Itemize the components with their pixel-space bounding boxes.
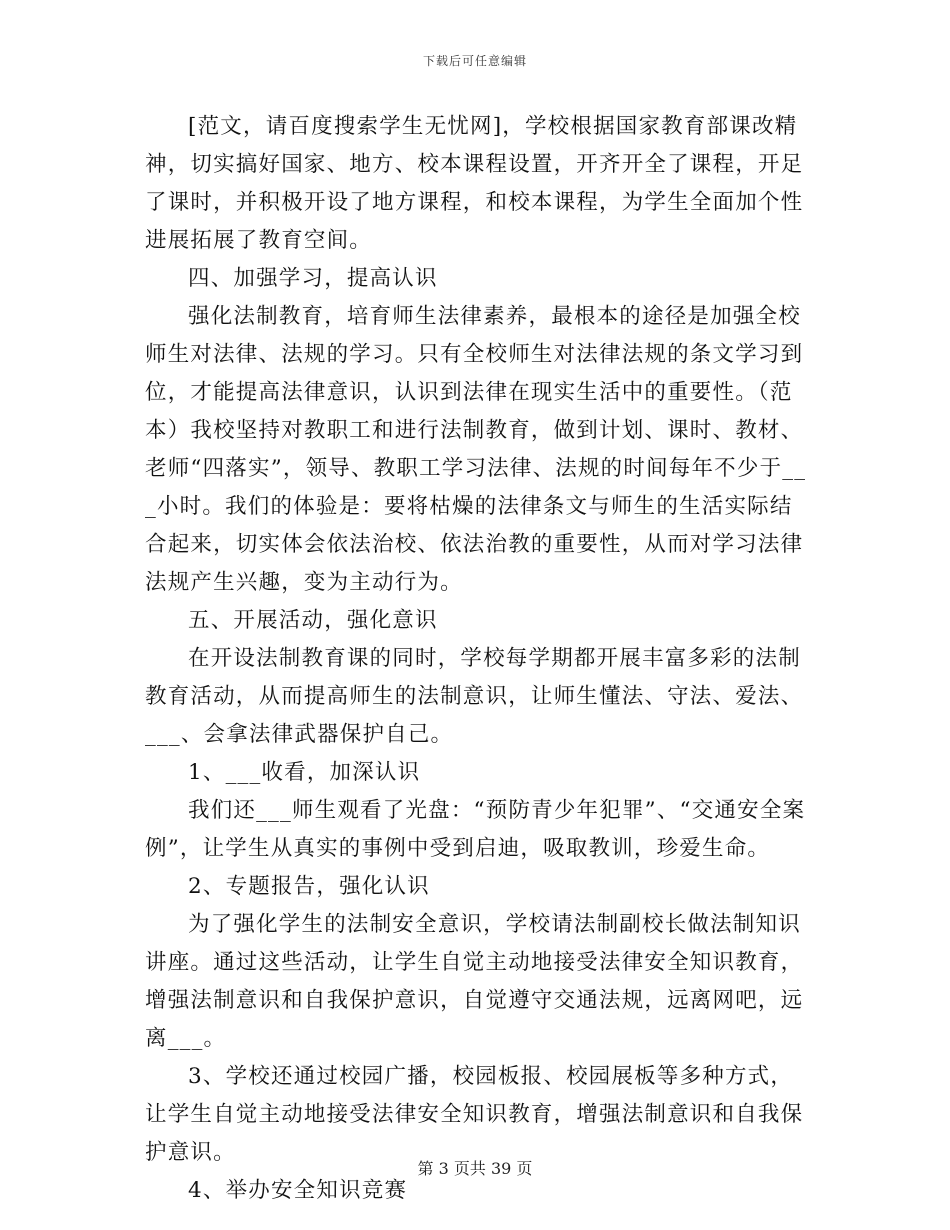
paragraph-video: 我们还___师生观看了光盘：“预防青少年犯罪”、“交通安全案例”，让学生从真实的事例中受到启迪，吸取教训，珍爱生命。 <box>145 798 806 861</box>
page-header: 下载后可任意编辑 <box>422 54 527 68</box>
document-body <box>145 108 810 1210</box>
page-footer: 第 3 页共 39 页 <box>417 1159 533 1178</box>
paragraph-law-study: 强化法制教育，培育师生法律素养，最根本的途径是加强全校师生对法律、法规的学习。只有全校师生对法律法规的条文学习到位，才能提高法律意识，认识到法律在现实生活中的重要性。（范本）我校坚持对教职工和进行法制教育，做到计划、课时、教材、老师“四落实”，领导、教职工学习法律、法规的时间每年不少于___小时。我们的体验是：要将枯燥的法律条文与师生的生活实际结合起来，切实体会依法治校、依法治教的重要性，从而对学习法律法规产生兴趣，变为主动行为。 <box>145 304 807 595</box>
paragraph-course-setup: [范文，请百度搜索学生无忧网]，学校根据国家教育部课改精神，切实搞好国家、地方、校本课程设置，开齐开全了课程，开足了课时，并积极开设了地方课程，和校本课程，为学生全面加个性进展拓展了教育空间。 <box>145 114 804 253</box>
heading-item-one: 1、___收看，加深认识 <box>188 760 421 785</box>
heading-section-four: 四、加强学习，提高认识 <box>188 266 438 291</box>
paragraph-lecture: 为了强化学生的法制安全意识，学校请法制副校长做法制知识讲座。通过这些活动，让学生自觉主动地接受法律安全知识教育，增强法制意识和自我保护意识，自觉遵守交通法规，远离网吧，远离___。 <box>145 912 804 1051</box>
heading-item-four: 4、举办安全知识竞赛 <box>188 1178 408 1203</box>
heading-section-five: 五、开展活动，强化意识 <box>188 608 438 633</box>
paragraph-item-three: 3、学校还通过校园广播，校园板报、校园展板等多种方式，让学生自觉主动地接受法律安全知识教育，增强法制意识和自我保护意识。 <box>145 1064 804 1165</box>
paragraph-activities: 在开设法制教育课的同时，学校每学期都开展丰富多彩的法制教育活动，从而提高师生的法制意识，让师生懂法、守法、爱法、___、会拿法律武器保护自己。 <box>145 646 804 747</box>
heading-item-two: 2、专题报告，强化认识 <box>188 874 430 899</box>
